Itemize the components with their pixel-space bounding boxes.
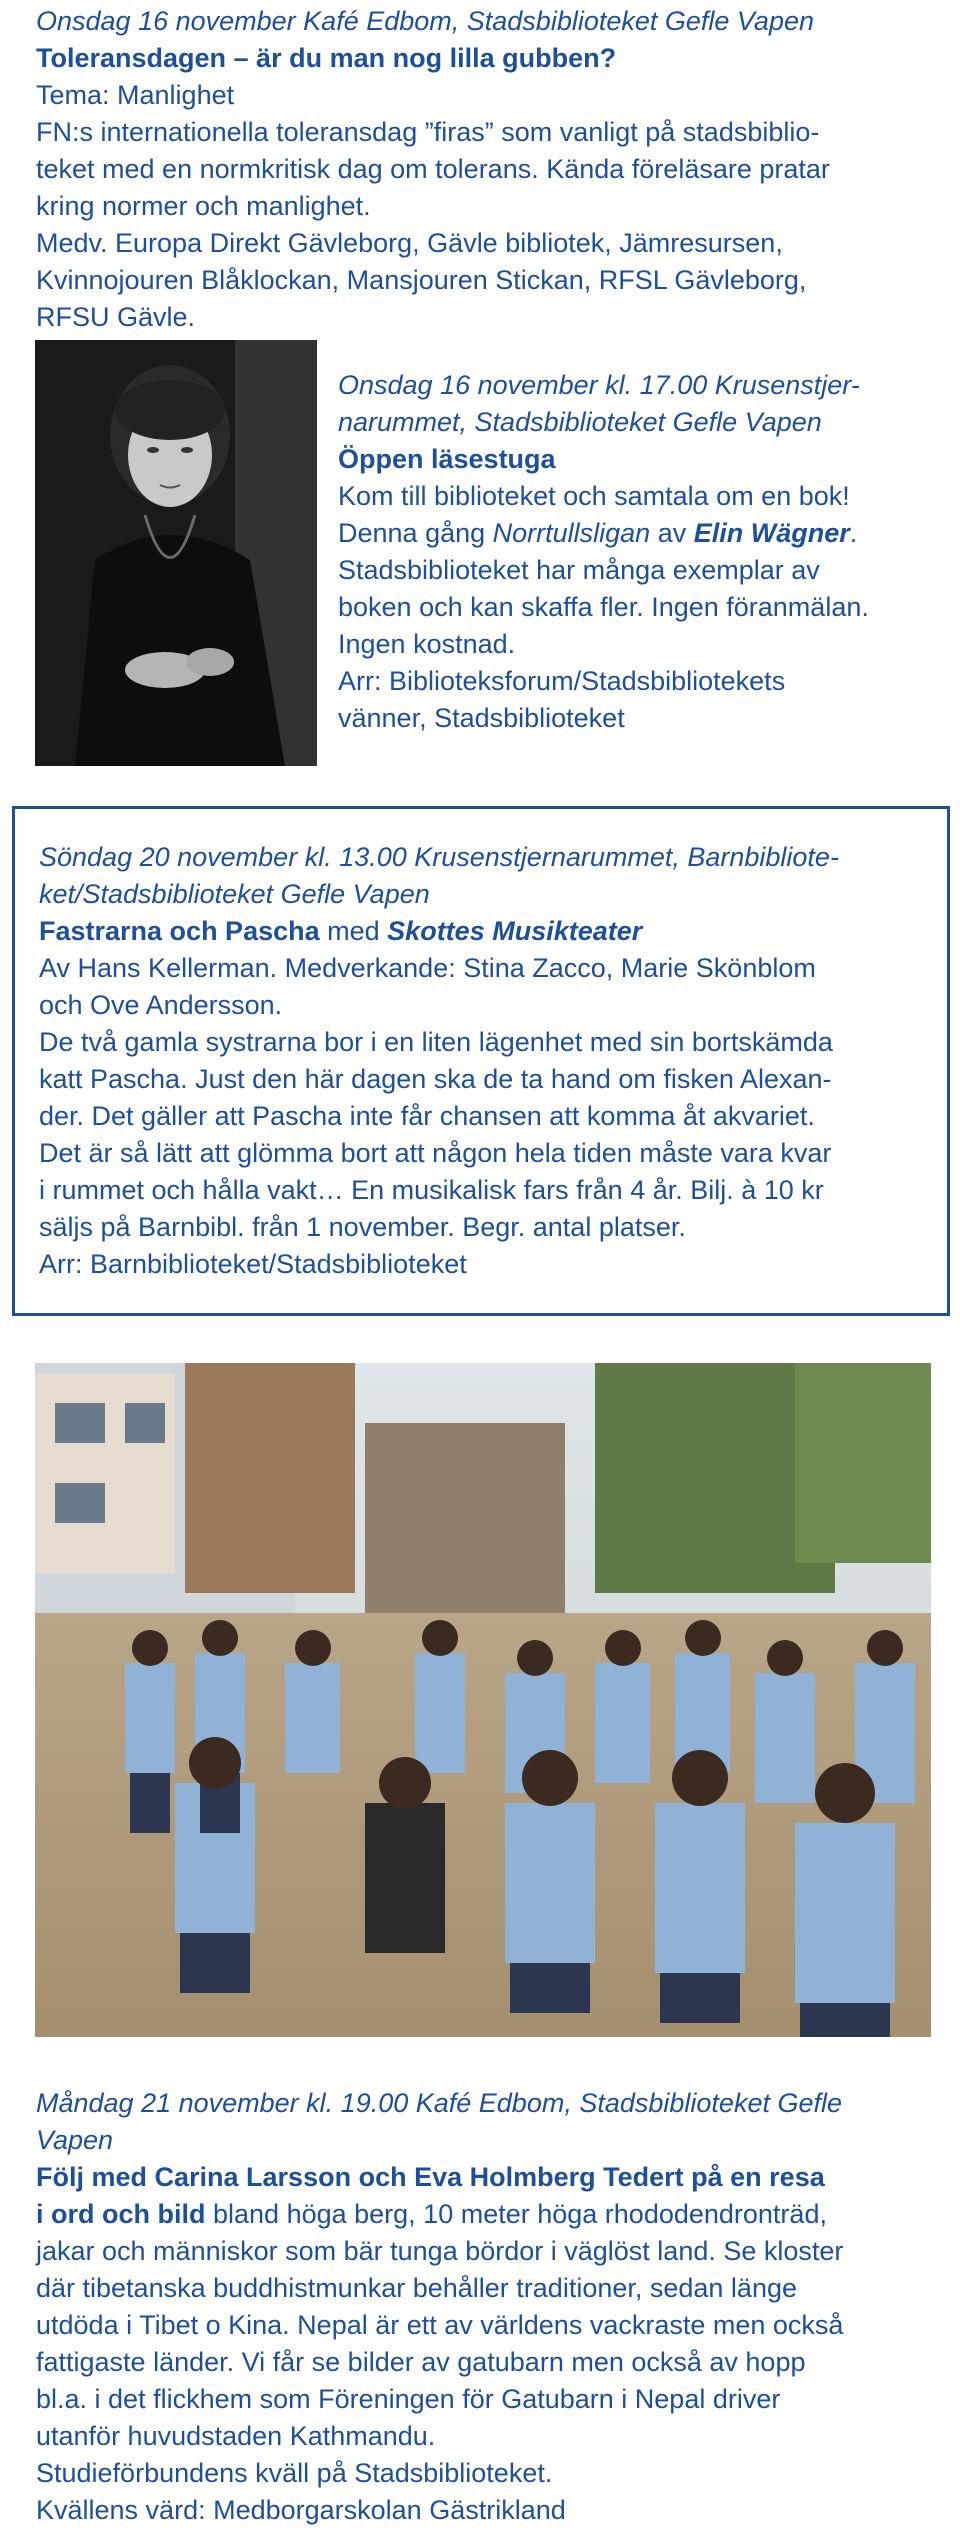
event-date-venue: ket/Stadsbiblioteket Gefle Vapen	[39, 879, 430, 909]
event-text-line: Kvinnojouren Blåklockan, Mansjouren Stickan, RFSL Gävleborg,	[36, 265, 807, 295]
event-text-line: Studieförbundens kväll på Stadsbiblioteket.	[36, 2458, 553, 2488]
event-date-venue: Onsdag 16 november kl. 17.00 Krusenstjer-	[338, 370, 860, 400]
event-text-line: bl.a. i det flickhem som Föreningen för Gatubarn i Nepal driver	[36, 2384, 781, 2414]
event-date-venue: narummet, Stadsbiblioteket Gefle Vapen	[338, 407, 822, 437]
nepal-children-photo	[35, 1363, 931, 2037]
event-text-line: Kvällens värd: Medborgarskolan Gästrikland	[36, 2495, 566, 2525]
text-fragment: bland höga berg, 10 meter höga rhododendronträd,	[205, 2199, 827, 2229]
event-text-line: teket med en normkritisk dag om tolerans. Kända föreläsare pratar	[36, 154, 830, 184]
event-date-venue: Måndag 21 november kl. 19.00 Kafé Edbom, Stadsbiblioteket Gefle	[36, 2088, 842, 2118]
event-text-line: säljs på Barnbibl. från 1 november. Begr. antal platser.	[39, 1212, 686, 1242]
event-title: Fastrarna och Pascha	[39, 916, 320, 946]
event-text-line: Medv. Europa Direkt Gävleborg, Gävle bibliotek, Jämresursen,	[36, 228, 783, 258]
event-text-line: FN:s internationella toleransdag ”firas” som vanligt på stadsbiblio-	[36, 117, 820, 147]
event-date-venue: Onsdag 16 november Kafé Edbom, Stadsbiblioteket Gefle Vapen	[36, 6, 814, 36]
event-text-line	[338, 515, 928, 552]
portrait-illustration	[35, 340, 317, 766]
event-text-line: Ingen kostnad.	[338, 629, 516, 659]
text-fragment: .	[849, 518, 858, 548]
event-nepal-resa	[36, 2085, 932, 2529]
event-title: Toleransdagen – är du man nog lilla gubben?	[36, 43, 617, 73]
event-text-line: Det är så lätt att glömma bort att någon hela tiden måste vara kvar	[39, 1138, 832, 1168]
event-text-line: Kom till biblioteket och samtala om en bok!	[338, 481, 850, 511]
event-text-line: Stadsbiblioteket har många exemplar av	[338, 555, 820, 585]
event-text-line: RFSU Gävle.	[36, 302, 196, 332]
children-illustration	[35, 1363, 931, 2037]
event-text-line: kring normer och manlighet.	[36, 191, 371, 221]
event-text-line: katt Pascha. Just den här dagen ska de ta hand om fisken Alexan-	[39, 1064, 832, 1094]
event-toleransdagen	[36, 3, 932, 336]
text-fragment: med	[319, 916, 388, 946]
event-text-line: jakar och människor som bär tunga bördor i väglöst land. Se kloster	[36, 2236, 844, 2266]
event-text-line: fattigaste länder. Vi får se bilder av gatubarn men också av hopp	[36, 2347, 806, 2377]
event-text-line: utdöda i Tibet o Kina. Nepal är ett av världens vackraste men också	[36, 2310, 844, 2340]
text-fragment: Denna gång	[338, 518, 493, 548]
event-text-line: Av Hans Kellerman. Medverkande: Stina Zacco, Marie Skönblom	[39, 953, 816, 983]
event-text-line: utanför huvudstaden Kathmandu.	[36, 2421, 436, 2451]
event-title-line	[36, 2196, 932, 2233]
event-text-line: De två gamla systrarna bor i en liten lägenhet med sin bortskämda	[39, 1027, 833, 1057]
book-title: Norrtullsligan	[492, 518, 651, 548]
portrait-photo	[35, 340, 317, 766]
event-date-venue: Söndag 20 november kl. 13.00 Krusenstjernarummet, Barnbibliote-	[39, 842, 839, 872]
event-title: Följ med Carina Larsson och Eva Holmberg Tedert på en resa	[36, 2162, 825, 2192]
event-oppen-lasestuga	[338, 367, 928, 737]
event-text-line: boken och kan skaffa fler. Ingen föranmälan.	[338, 592, 869, 622]
event-text-line: Tema: Manlighet	[36, 80, 235, 110]
event-date-venue: Vapen	[36, 2125, 114, 2155]
event-text-line: och Ove Andersson.	[39, 990, 283, 1020]
event-title: i ord och bild	[36, 2199, 206, 2229]
event-text-line: i rummet och hålla vakt… En musikalisk fars från 4 år. Bilj. à 10 kr	[39, 1175, 824, 1205]
event-text-line: där tibetanska buddhistmunkar behåller traditioner, sedan länge	[36, 2273, 797, 2303]
event-text-line: Arr: Barnbiblioteket/Stadsbiblioteket	[39, 1249, 467, 1279]
author-name: Elin Wägner	[693, 518, 850, 548]
event-title: Öppen läsestuga	[338, 444, 556, 474]
event-title-line	[39, 913, 929, 950]
event-text-line: Arr: Biblioteksforum/Stadsbibliotekets	[338, 666, 786, 696]
event-text-line: vänner, Stadsbiblioteket	[338, 703, 625, 733]
event-text-line: der. Det gäller att Pascha inte får chansen att komma åt akvariet.	[39, 1101, 815, 1131]
event-box-fastrarna	[12, 806, 950, 1316]
text-fragment: av	[650, 518, 694, 548]
theater-company: Skottes Musikteater	[387, 916, 643, 946]
event-fastrarna-och-pascha	[39, 839, 929, 1283]
